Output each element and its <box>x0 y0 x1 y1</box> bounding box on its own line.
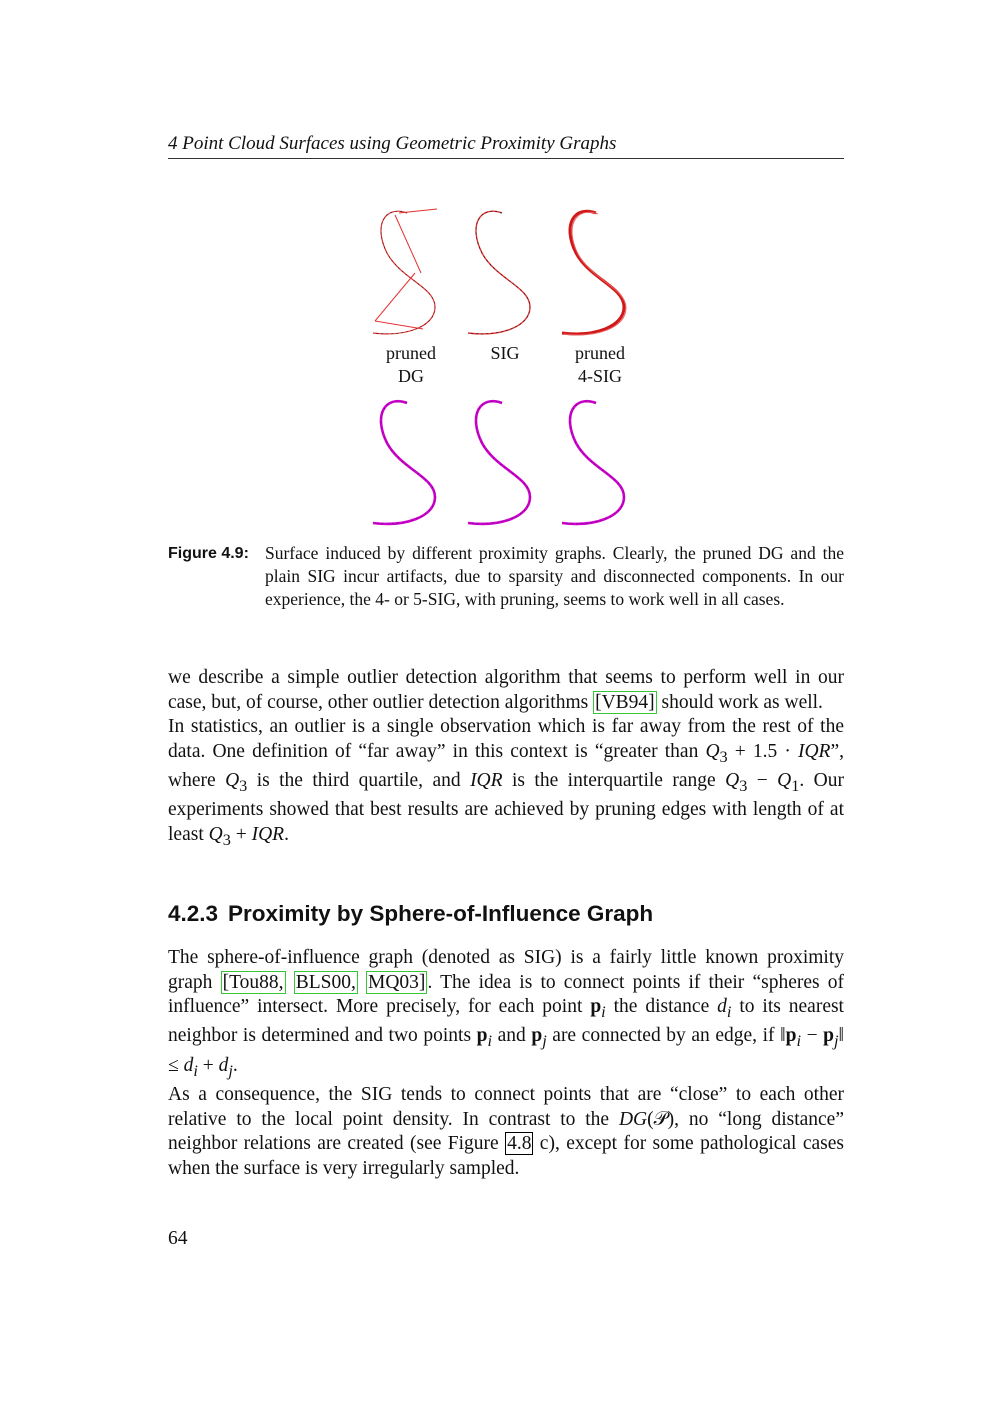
citation-tou88[interactable]: [Tou88, <box>222 971 284 993</box>
caption-label: Figure 4.9: <box>168 545 249 562</box>
panel-label-pruned-dg: pruned DG <box>386 343 436 386</box>
panel-pruned-4-sig <box>562 211 626 335</box>
surface-pruned-dg <box>373 401 435 524</box>
section-title: Proximity by Sphere-of-Influence Graph <box>228 901 654 926</box>
surface-sig <box>468 401 530 524</box>
section-number: 4.2.3 <box>168 901 219 926</box>
section-heading <box>168 901 653 927</box>
running-header: 4 Point Cloud Surfaces using Geometric Proximity Graphs <box>168 133 844 159</box>
paragraph-outlier-intro: we describe a simple outlier detection algorithm that seems to perform well in our case, but, of course, other outlier detection algorithms [VB94] should work as well. <box>168 667 844 713</box>
citation-bls00[interactable]: BLS00, <box>295 971 356 993</box>
figure-ref-4-8[interactable]: 4.8 <box>507 1133 532 1155</box>
citation-mq03[interactable]: MQ03] <box>368 971 426 993</box>
page-number: 64 <box>168 1228 188 1249</box>
paragraph-outlier-definition: In statistics, an outlier is a single observation which is far away from the rest of the data. One definition of “far away” in this context is “greater than $Q_3 + 1.5$ · IQR”, where $Q_3$ is the third quartile, and IQR is the interquartile range $Q_3 - Q_1$. Our experiments showed that best results are achieved by pruning edges with length of at least $Q_3$ + IQR. <box>168 716 844 849</box>
panel-pruned-dg <box>373 209 437 334</box>
body-text-lower <box>168 946 844 1181</box>
panel-label-sig: SIG <box>490 343 520 363</box>
paragraph-sig-consequence: As a consequence, the SIG tends to connect points that are “close” to each other relative to the local point density. In contrast to the DG(𝒫), no “long distance” neighbor relations are created (see Figure 4.8 c), except for some pathological cases when the surface is very irregularly sampled. <box>168 1084 844 1179</box>
figure-caption <box>168 542 844 611</box>
paragraph-sig-definition: The sphere-of-influence graph (denoted as SIG) is a fairly little known proximity graph [Tou88, BLS00, MQ03] . The idea is to connect points if their “spheres of influence” intersect. More precisely, for each point $p_i$ the distance $d_i$ to its nearest neighbor is determined and two points $p_i$ and $p_j$ are connected by an edge, if $‖p_i$ − $p_j‖ \le d_i + d_j$. <box>168 947 845 1080</box>
figure-4-9 <box>360 190 650 530</box>
surface-pruned-4-sig <box>562 401 624 524</box>
panel-label-pruned-4-sig: pruned 4-SIG <box>575 343 625 386</box>
body-text-upper <box>168 666 844 852</box>
panel-sig <box>468 211 530 334</box>
caption-text: Surface induced by different proximity graphs. Clearly, the pruned DG and the plain SIG incur artifacts, due to sparsity and disconnected components. In our experience, the 4- or 5-SIG, with pruning, seems to work well in all cases. <box>265 543 844 609</box>
citation-vb94[interactable]: [VB94] <box>595 691 655 713</box>
